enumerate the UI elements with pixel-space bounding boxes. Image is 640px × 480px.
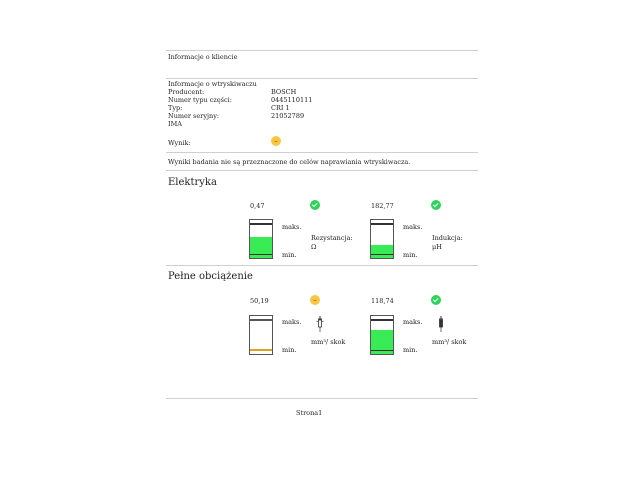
resistance-max-label: maks.	[282, 223, 302, 231]
syringe-icon	[436, 316, 446, 332]
field-value: BOSCH	[271, 88, 297, 96]
gauge-max-line	[250, 223, 272, 225]
top-divider	[166, 50, 478, 51]
field-row	[168, 120, 271, 128]
full-load-left-value: 50,19	[250, 297, 269, 305]
full-load-right-min-label: min.	[403, 346, 418, 354]
gauge-max-line	[371, 223, 393, 225]
disclaimer-divider	[166, 170, 478, 171]
field-label: IMA	[168, 120, 182, 128]
inductance-gauge	[370, 219, 394, 259]
gauge-min-line	[371, 254, 393, 256]
gauge-fill	[371, 245, 393, 258]
full-load-left-unit: mm³/ skok	[311, 338, 346, 346]
resistance-gauge	[249, 219, 273, 259]
inductance-unit: μH	[432, 243, 442, 251]
field-label: Numer seryjny:	[168, 112, 220, 120]
field-label: Producent:	[168, 88, 205, 96]
electric-section-title: Elektryka	[168, 177, 217, 188]
electric-divider	[166, 265, 478, 266]
full-load-left-gauge	[249, 315, 273, 355]
resistance-unit: Ω	[311, 243, 317, 251]
field-value: 0445110111	[271, 96, 313, 104]
field-row	[168, 96, 312, 104]
resistance-value: 0,47	[250, 202, 265, 210]
gauge-min-line	[250, 254, 272, 256]
gauge-max-line	[250, 319, 272, 321]
field-row	[168, 104, 290, 112]
result-label: Wynik:	[168, 139, 191, 147]
client-info-header: Informacje o kliencie	[168, 53, 238, 61]
field-row	[168, 88, 296, 96]
inductance-value: 182,77	[371, 202, 394, 210]
full-load-left-max-label: maks.	[282, 318, 302, 326]
full-load-right-value: 118,74	[371, 297, 394, 305]
injector-info-header: Informacje o wtryskiwaczu	[168, 80, 257, 88]
field-value: CRI 1	[271, 104, 290, 112]
footer-divider	[166, 398, 478, 399]
full-load-right-unit: mm³/ skok	[432, 338, 467, 346]
inductance-min-label: min.	[403, 251, 418, 259]
syringe-icon	[315, 316, 325, 332]
ok-check-icon	[431, 200, 441, 210]
full-load-right-gauge	[370, 315, 394, 355]
full-load-right-max-label: maks.	[403, 318, 423, 326]
inductance-max-label: maks.	[403, 223, 423, 231]
field-value: 21052789	[271, 112, 305, 120]
disclaimer-text: Wyniki badania nie są przeznaczone do celów naprawiania wtryskiwacza.	[168, 158, 411, 166]
field-label: Numer typu części:	[168, 96, 232, 104]
warning-face-icon	[271, 136, 281, 146]
ok-check-icon	[310, 200, 320, 210]
field-label: Typ:	[168, 104, 183, 112]
warning-face-icon	[310, 295, 320, 305]
ok-check-icon	[431, 295, 441, 305]
gauge-min-line	[250, 349, 272, 351]
field-row	[168, 112, 304, 120]
full-load-left-min-label: min.	[282, 346, 297, 354]
inductance-name: Indukcja:	[432, 234, 463, 242]
gauge-min-line	[371, 350, 393, 352]
resistance-name: Rezystancja:	[311, 234, 353, 242]
page-footer: Strona1	[296, 409, 323, 417]
full-load-section-title: Pełne obciążenie	[168, 271, 253, 282]
gauge-max-line	[371, 319, 393, 321]
result-divider	[166, 152, 478, 153]
resistance-min-label: min.	[282, 251, 297, 259]
client-divider	[166, 78, 478, 79]
